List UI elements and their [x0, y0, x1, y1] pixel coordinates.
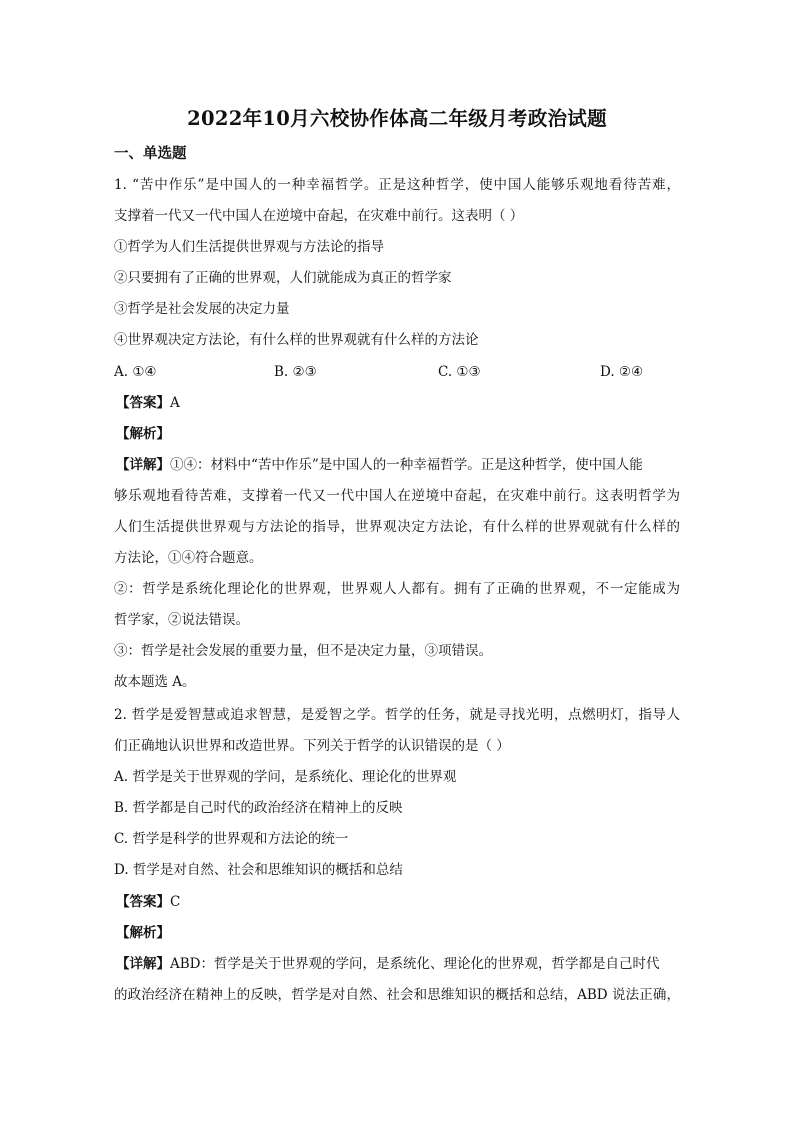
answer-tag: 【答案】: [116, 395, 170, 411]
q1-option-a: A. ①④: [114, 364, 157, 380]
detail-tag: 【详解】: [116, 956, 170, 972]
q1-detail-line1: 【详解】①④：材料中“苦中作乐”是中国人的一种幸福哲学。正是这种哲学，使中国人能: [116, 457, 643, 473]
answer-tag: 【答案】: [116, 894, 170, 910]
q2-stem-line1: 2. 哲学是爱智慧或追求智慧，是爱智之学。哲学的任务，就是寻找光明，点燃明灯，指导人: [114, 707, 680, 723]
q1-detail-line7: ③：哲学是社会发展的重要力量，但不是决定力量，③项错误。: [114, 643, 492, 659]
q2-option-d: D. 哲学是对自然、社会和思维知识的概括和总结: [114, 862, 403, 878]
answer-value: A: [170, 395, 180, 411]
q2-option-c: C. 哲学是科学的世界观和方法论的统一: [114, 831, 349, 847]
q2-detail-line2: 的政治经济在精神上的反映，哲学是对自然、社会和思维知识的概括和总结，ABD 说法正确，: [114, 987, 680, 1003]
q1-detail-line3: 人们生活提供世界观与方法论的指导，世界观决定方法论，有什么样的世界观就有什么样的: [114, 519, 680, 535]
q1-option-b: B. ②③: [274, 364, 317, 380]
q1-statement-2: ②只要拥有了正确的世界观，人们就能成为真正的哲学家: [114, 270, 452, 286]
q1-answer: [116, 393, 180, 413]
q2-option-a: A. 哲学是关于世界观的学问，是系统化、理论化的世界观: [114, 769, 457, 785]
q2-answer: [116, 892, 180, 912]
q1-stem-line1: 1. “苦中作乐”是中国人的一种幸福哲学。正是这种哲学，使中国人能够乐观地看待苦难，: [114, 177, 680, 193]
q1-detail-line5: ②：哲学是系统化理论化的世界观，世界观人人都有。拥有了正确的世界观，不一定能成为: [114, 581, 680, 597]
q1-option-d: D. ②④: [600, 364, 644, 380]
q1-analysis-tag: 【解析】: [116, 426, 170, 442]
q2-stem-line2: 们正确地认识世界和改造世界。下列关于哲学的认识错误的是（ ）: [114, 738, 510, 754]
q2-option-b: B. 哲学都是自己时代的政治经济在精神上的反映: [114, 800, 403, 816]
q2-detail-line1: 【详解】ABD：哲学是关于世界观的学问，是系统化、理论化的世界观，哲学都是自己时代: [116, 956, 660, 972]
q1-stem-line2: 支撑着一代又一代中国人在逆境中奋起，在灾难中前行。这表明（ ）: [114, 208, 524, 224]
q1-detail-line6: 哲学家，②说法错误。: [114, 612, 249, 628]
page-title: 2022年10月六校协作体高二年级月考政治试题: [187, 107, 607, 130]
q1-statement-3: ③哲学是社会发展的决定力量: [114, 301, 290, 317]
q1-detail-line8: 故本题选 A。: [114, 674, 196, 690]
answer-value: C: [170, 894, 181, 910]
q1-detail-line4: 方法论，①④符合题意。: [114, 550, 263, 566]
section-heading: 一、单选题: [114, 145, 187, 162]
q1-statement-4: ④世界观决定方法论，有什么样的世界观就有什么样的方法论: [114, 332, 479, 348]
q1-detail-line2: 够乐观地看待苦难，支撑着一代又一代中国人在逆境中奋起，在灾难中前行。这表明哲学为: [114, 488, 680, 504]
q1-option-c: C. ①③: [438, 364, 481, 380]
q1-statement-1: ①哲学为人们生活提供世界观与方法论的指导: [114, 239, 384, 255]
detail-tag: 【详解】: [116, 457, 170, 473]
q2-analysis-tag: 【解析】: [116, 925, 170, 941]
